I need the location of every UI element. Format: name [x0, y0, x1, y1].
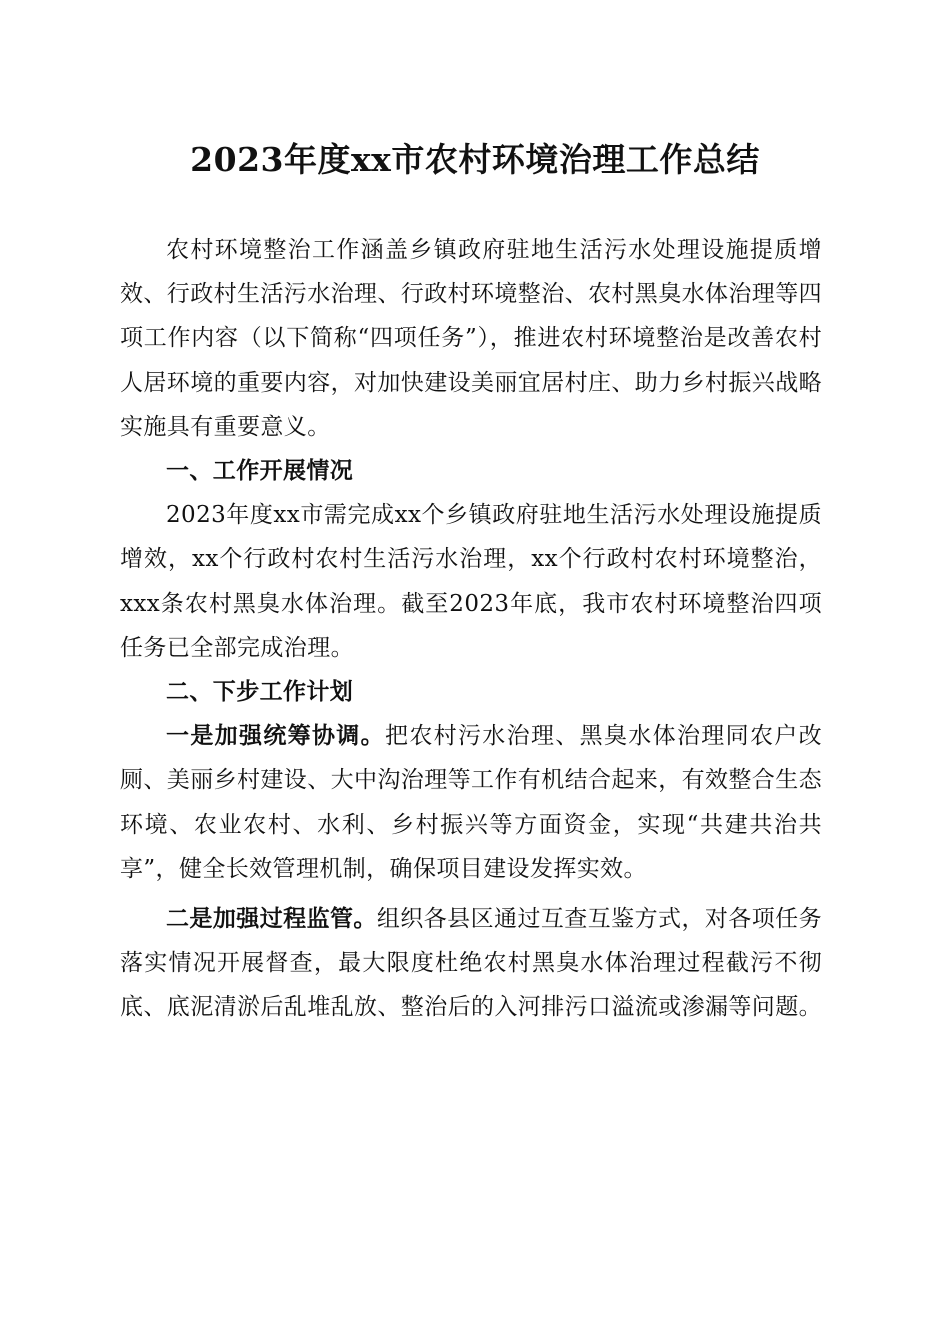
section-heading-next-plan: 二、下步工作计划 — [166, 679, 354, 706]
section-heading-work-progress: 一、工作开展情况 — [166, 458, 354, 485]
document-body — [120, 228, 822, 1030]
plan-item-supervision — [120, 897, 822, 1030]
plan-item-coordination — [120, 714, 822, 891]
work-progress-paragraph: 2023年度xx市需完成xx个乡镇政府驻地生活污水处理设施提质增效，xx个行政村农村生活污水治理，xx个行政村农村环境整治，xxx条农村黑臭水体治理。截至2023年底，我市农村环境整治四项任务已全部完成治理。 — [120, 502, 822, 661]
document-title: 2023年度xx市农村环境治理工作总结 — [190, 140, 760, 179]
plan-item-text: 组织各县区通过互查互鉴方式，对各项任务落实情况开展督查，最大限度杜绝农村黑臭水体治理过程截污不彻底、底泥清淤后乱堆乱放、整治后的入河排污口溢流或渗漏等问题。 — [120, 906, 822, 1021]
plan-item-lead: 一是加强统筹协调。 — [166, 722, 385, 750]
intro-paragraph: 农村环境整治工作涵盖乡镇政府驻地生活污水处理设施提质增效、行政村生活污水治理、行政村环境整治、农村黑臭水体治理等四项工作内容（以下简称“四项任务”），推进农村环境整治是改善农村人居环境的重要内容，对加快建设美丽宜居村庄、助力乡村振兴战略实施具有重要意义。 — [120, 237, 822, 440]
plan-item-text: 把农村污水治理、黑臭水体治理同农户改厕、美丽乡村建设、大中沟治理等工作有机结合起来，有效整合生态环境、农业农村、水利、乡村振兴等方面资金，实现“共建共治共享”，健全长效管理机制，确保项目建设发挥实效。 — [120, 723, 822, 882]
plan-item-lead: 二是加强过程监管。 — [166, 905, 377, 933]
